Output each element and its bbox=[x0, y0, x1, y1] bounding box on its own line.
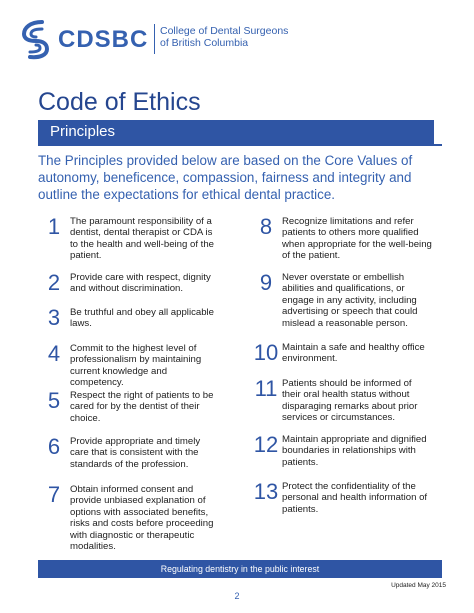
logo-name-line1: College of Dental Surgeons bbox=[160, 25, 289, 37]
principle-number: 5 bbox=[47, 388, 61, 413]
logo-name-line2: of British Columbia bbox=[160, 37, 249, 49]
principle-text: Maintain appropriate and dignified boundaries in relationships with patients. bbox=[282, 434, 427, 468]
page-number: 2 bbox=[234, 591, 240, 601]
principle-number: 10 bbox=[253, 340, 279, 365]
page-title: Code of Ethics bbox=[38, 88, 201, 116]
principle-text: Be truthful and obey all applicable laws. bbox=[70, 307, 215, 330]
logo-divider bbox=[154, 24, 155, 54]
principle-number: 4 bbox=[47, 341, 61, 366]
footer-tagline-band: Regulating dentistry in the public interest bbox=[38, 560, 442, 578]
logo-abbreviation: CDSBC bbox=[58, 26, 149, 53]
principle-text: Recognize limitations and refer patients to others more qualified when appropriate for the well-being of the patient. bbox=[282, 216, 432, 262]
cdsbc-logo bbox=[20, 18, 340, 60]
principle-text: Provide care with respect, dignity and without discrimination. bbox=[70, 272, 211, 295]
principle-text: Never overstate or embellish abilities and qualifications, or engage in any activity, including advertising or speech that could mislead a reasonable person. bbox=[282, 272, 418, 329]
section-header bbox=[38, 120, 442, 146]
principle-number: 12 bbox=[253, 432, 279, 457]
principle-text: Provide appropriate and timely care that is consistent with the standards of the profession. bbox=[70, 436, 201, 470]
principle-text: Commit to the highest level of professionalism by maintaining current knowledge and competency. bbox=[70, 343, 202, 389]
principle-number: 9 bbox=[259, 270, 273, 295]
principle-number: 8 bbox=[259, 214, 273, 239]
principle-text: Obtain informed consent and provide unbiased explanation of options with associated benefits, risks and costs before proceeding with diagnostic or therapeutic modalities. bbox=[70, 484, 214, 553]
cdsbc-logo-mark-icon bbox=[20, 18, 52, 60]
logo-full-name bbox=[160, 25, 288, 49]
principle-number: 13 bbox=[253, 479, 279, 504]
principle-text: The paramount responsibility of a dentist, dental therapist or CDA is to the health and well-being of the patient. bbox=[70, 216, 215, 262]
principle-text: Maintain a safe and healthy office environment. bbox=[282, 342, 425, 365]
principle-number: 7 bbox=[47, 482, 61, 507]
principle-text: Respect the right of patients to be cared for by the dentist of their choice. bbox=[70, 390, 214, 424]
principle-number: 3 bbox=[47, 305, 61, 330]
updated-date: Updated May 2015 bbox=[391, 582, 446, 589]
intro-paragraph: The Principles provided below are based on the Core Values of autonomy, beneficence, compassion, fairness and integrity and outline the expectations for ethical dental practice. bbox=[38, 153, 413, 202]
principle-number: 6 bbox=[47, 434, 61, 459]
section-label: Principles bbox=[38, 120, 434, 144]
principle-text: Patients should be informed of their oral health status without disparaging remarks about prior services or circumstances. bbox=[282, 378, 418, 424]
principle-number: 11 bbox=[254, 376, 278, 401]
principle-number: 1 bbox=[47, 214, 61, 239]
principle-number: 2 bbox=[47, 270, 61, 295]
principle-text: Protect the confidentiality of the personal and health information of patients. bbox=[282, 481, 428, 515]
